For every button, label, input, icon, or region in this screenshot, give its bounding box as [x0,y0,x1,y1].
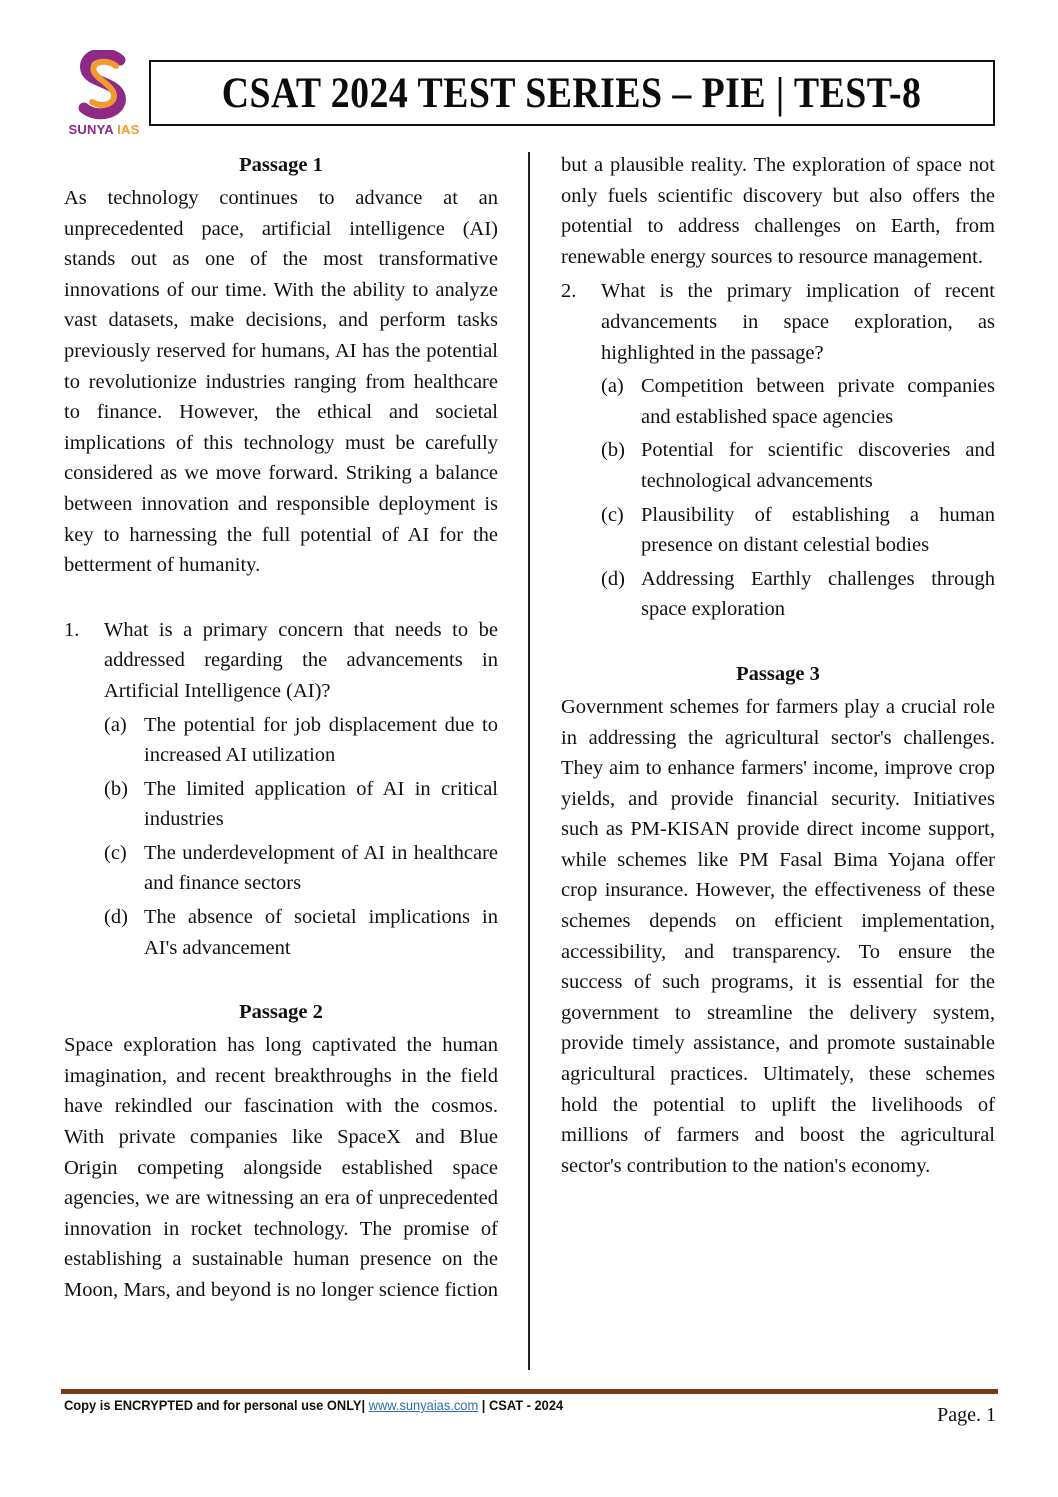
passage-1-title: Passage 1 [239,154,323,176]
passage-3-text: Government schemes for farmers play a crucial role in addressing the agricultural sector's challenges. They aim to enhance farmers' income, improve crop yields, and provide financial security. Initiatives such as PM-KISAN provide direct income support, while schemes like PM Fasal Bima Yojana offer crop insurance. However, the effectiveness of these schemes depends on efficient implementation, accessibility, and transparency. To ensure the success of such programs, it is essential for the government to streamline the delivery system, provide timely assistance, and promote sustainable agricultural practices. Ultimately, these schemes hold the potential to uplift the livelihoods of millions of farmers and boost the agricultural sector's contribution to the nation's economy. [561,695,995,1177]
footer-rule [61,1389,998,1394]
option-a[interactable]: (a) The potential for job displacement due to increased AI utilization [104,713,498,767]
question-text: What is a primary concern that needs to be addressed regarding the advancements in Artificial Intelligence (AI)? [104,618,498,702]
question-number: 2. [561,280,577,303]
option-c[interactable]: (c) The underdevelopment of AI in healthcare and finance sectors [104,841,498,895]
passage-1-text: As technology continues to advance at an unprecedented pace, artificial intelligence (AI) stands out as one of the most transformative innovations of our time. With the ability to analyze vast datasets, make decisions, and perform tasks previously reserved for humans, AI has the potential to revolutionize industries ranging from healthcare to finance. However, the ethical and societal implications of this technology must be carefully considered as we move forward. Striking a balance between innovation and responsible deployment is key to harnessing the full potential of AI for the betterment of humanity. [64,187,498,577]
logo-s-swirl-icon [76,50,132,120]
page-title-box [149,60,995,126]
option-b[interactable]: (b) Potential for scientific discoveries and technological advancements [601,439,995,492]
right-column [561,150,995,1181]
page-number: Page. 1 [937,1404,996,1426]
option-c[interactable]: (c) Plausibility of establishing a human presence on distant celestial bodies [601,503,995,557]
left-column [64,150,498,1306]
question-text: What is the primary implication of recent advancements in space exploration, as highlighted in the passage? [601,280,995,364]
passage-2-continued-text: but a plausible reality. The exploration of space not only fuels scientific discovery but also offers the potential to address challenges on Earth, from renewable energy sources to resource management. [561,154,995,268]
question-number: 1. [64,618,80,641]
passage-3-title: Passage 3 [736,662,820,685]
logo-brand-text: SUNYA IAS [68,122,140,137]
option-a[interactable]: (a) Competition between private companies and established space agencies [601,375,995,428]
website-link[interactable]: www.sunyaias.com [368,1397,479,1413]
question-2 [561,276,995,625]
page-title: CSAT 2024 TEST SERIES – PIE | TEST-8 [222,69,922,117]
options-list [601,371,995,625]
column-divider [528,152,530,1370]
footer-notice: Copy is ENCRYPTED and for personal use ONLY| www.sunyaias.com | CSAT - 2024 [64,1397,564,1413]
option-d[interactable]: (d) The absence of societal implications in AI's advancement [104,906,498,959]
passage-2-title: Passage 2 [239,1001,323,1024]
options-list [104,710,498,964]
sunya-ias-logo [64,50,144,142]
option-d[interactable]: (d) Addressing Earthly challenges through space exploration [601,567,995,621]
passage-2-text: Space exploration has long captivated the human imagination, and recent breakthroughs in the field have rekindled our fascination with the cosmos. With private companies like SpaceX and Blue Origin competing alongside established space agencies, we are witnessing an era of unprecedented innovation in rocket technology. The promise of establishing a sustainable human presence on the Moon, Mars, and beyond is no longer science fiction [64,1034,498,1301]
option-b[interactable]: (b) The limited application of AI in critical industries [104,777,498,831]
question-1 [64,615,498,964]
